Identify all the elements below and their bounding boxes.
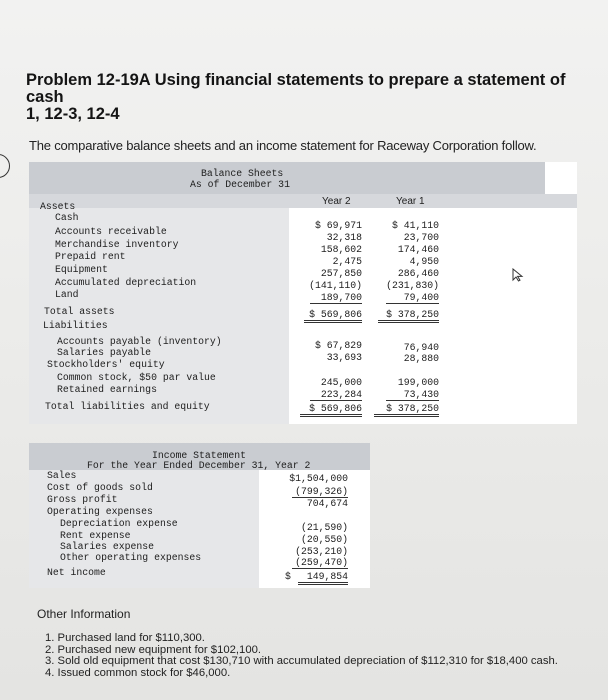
net-income-label: Net income <box>47 567 106 578</box>
liabilities-heading: Liabilities <box>43 320 108 331</box>
row-value-y2: 33,693 <box>326 352 362 363</box>
opex-value: (20,550) <box>300 534 348 545</box>
row-value-y2: 223,284 <box>310 389 362 401</box>
row-label: Merchandise inventory <box>55 239 179 250</box>
opex-value: (259,470) <box>292 557 348 569</box>
total-le-y2: $ 569,806 <box>300 403 362 417</box>
row-value-y1: 28,880 <box>403 353 439 364</box>
row-value-y2: 158,602 <box>320 244 362 255</box>
total-assets-y1: $ 378,250 <box>378 309 439 323</box>
opex-value: (21,590) <box>300 522 348 533</box>
other-info-item: 3. Sold old equipment that cost $130,710 with accumulated depreciation of $112,310 for $18,400 cash. <box>45 655 558 667</box>
row-label: Prepaid rent <box>55 251 126 262</box>
balance-sheet-title: Balance Sheets <box>201 168 284 179</box>
gross-profit-label: Gross profit <box>47 494 118 505</box>
row-value-y1: 4,950 <box>409 256 439 267</box>
row-value-y2: 189,700 <box>310 292 362 304</box>
total-le-y1: $ 378,250 <box>374 403 439 417</box>
row-label: Accounts payable (inventory) <box>57 336 222 347</box>
income-statement-title: Income Statement <box>152 450 247 461</box>
row-label: Accumulated depreciation <box>55 277 197 288</box>
total-assets-y2: $ 569,806 <box>304 309 362 323</box>
row-value-y1: 79,400 <box>386 292 439 304</box>
row-value-y1: 23,700 <box>403 232 439 243</box>
row-value-y1: $ 41,110 <box>391 220 439 231</box>
row-label: Common stock, $50 par value <box>57 372 216 383</box>
opex-label: Other operating expenses <box>60 552 202 563</box>
opex-value: (253,210) <box>295 546 348 557</box>
col-year2-header: Year 2 <box>322 196 351 207</box>
row-value-y2: $ 67,829 <box>314 340 362 351</box>
row-value-y2: $ 69,971 <box>314 220 362 231</box>
row-value-y1: (231,830) <box>386 280 439 291</box>
balance-sheet-subtitle: As of December 31 <box>190 179 290 190</box>
row-value-y2: 2,475 <box>332 256 362 267</box>
gross-profit-value: 704,674 <box>306 498 348 509</box>
row-label: Cash <box>55 212 79 223</box>
total-assets-label: Total assets <box>44 306 115 317</box>
other-info-title: Other Information <box>37 607 131 621</box>
sales-value: $1,504,000 <box>289 473 348 484</box>
row-value-y2: 245,000 <box>320 377 362 388</box>
balance-sheet-column-band <box>29 194 577 208</box>
row-value-y1: 286,460 <box>397 268 439 279</box>
row-label: Salaries payable <box>57 347 152 358</box>
other-info-list <box>45 633 558 679</box>
row-value-y2: (141,110) <box>309 280 362 291</box>
opex-label: Rent expense <box>60 530 131 541</box>
row-value-y2: 32,318 <box>326 232 362 243</box>
row-value-y1: 76,940 <box>403 342 439 353</box>
mouse-cursor-icon <box>511 268 525 282</box>
other-info-item: 2. Purchased new equipment for $102,100. <box>45 643 262 656</box>
row-label: Land <box>55 289 79 300</box>
income-statement-subtitle: For the Year Ended December 31, Year 2 <box>87 460 311 471</box>
row-label: Accounts receivable <box>55 226 167 237</box>
row-value-y2: 257,850 <box>320 268 362 279</box>
sales-label: Sales <box>47 470 77 481</box>
row-label: Retained earnings <box>57 384 157 395</box>
other-info-item: 1. Purchased land for $110,300. <box>45 632 205 644</box>
row-value-y1: 174,460 <box>397 244 439 255</box>
opex-label: Salaries expense <box>60 541 155 552</box>
total-le-label: Total liabilities and equity <box>45 401 210 412</box>
equity-heading: Stockholders' equity <box>47 359 165 370</box>
cogs-value: (799,326) <box>292 486 348 498</box>
opex-heading: Operating expenses <box>47 506 153 517</box>
opex-label: Depreciation expense <box>60 518 178 529</box>
row-label: Equipment <box>55 264 108 275</box>
other-info-item: 4. Issued common stock for $46,000. <box>45 666 231 679</box>
radio-icon[interactable] <box>0 154 10 178</box>
col-year1-header: Year 1 <box>396 196 425 207</box>
problem-title: Problem 12-19A Using financial statements to prepare a statement of cash 1, 12-3, 12-4 <box>26 71 566 123</box>
row-value-y1: 199,000 <box>397 377 439 388</box>
intro-text: The comparative balance sheets and an income statement for Raceway Corporation follow. <box>29 138 537 153</box>
cogs-label: Cost of goods sold <box>47 482 153 493</box>
net-income-dollar: $ <box>285 571 291 582</box>
assets-heading: Assets <box>40 201 76 212</box>
net-income-value: 149,854 <box>298 571 348 585</box>
row-value-y1: 73,430 <box>386 389 439 401</box>
